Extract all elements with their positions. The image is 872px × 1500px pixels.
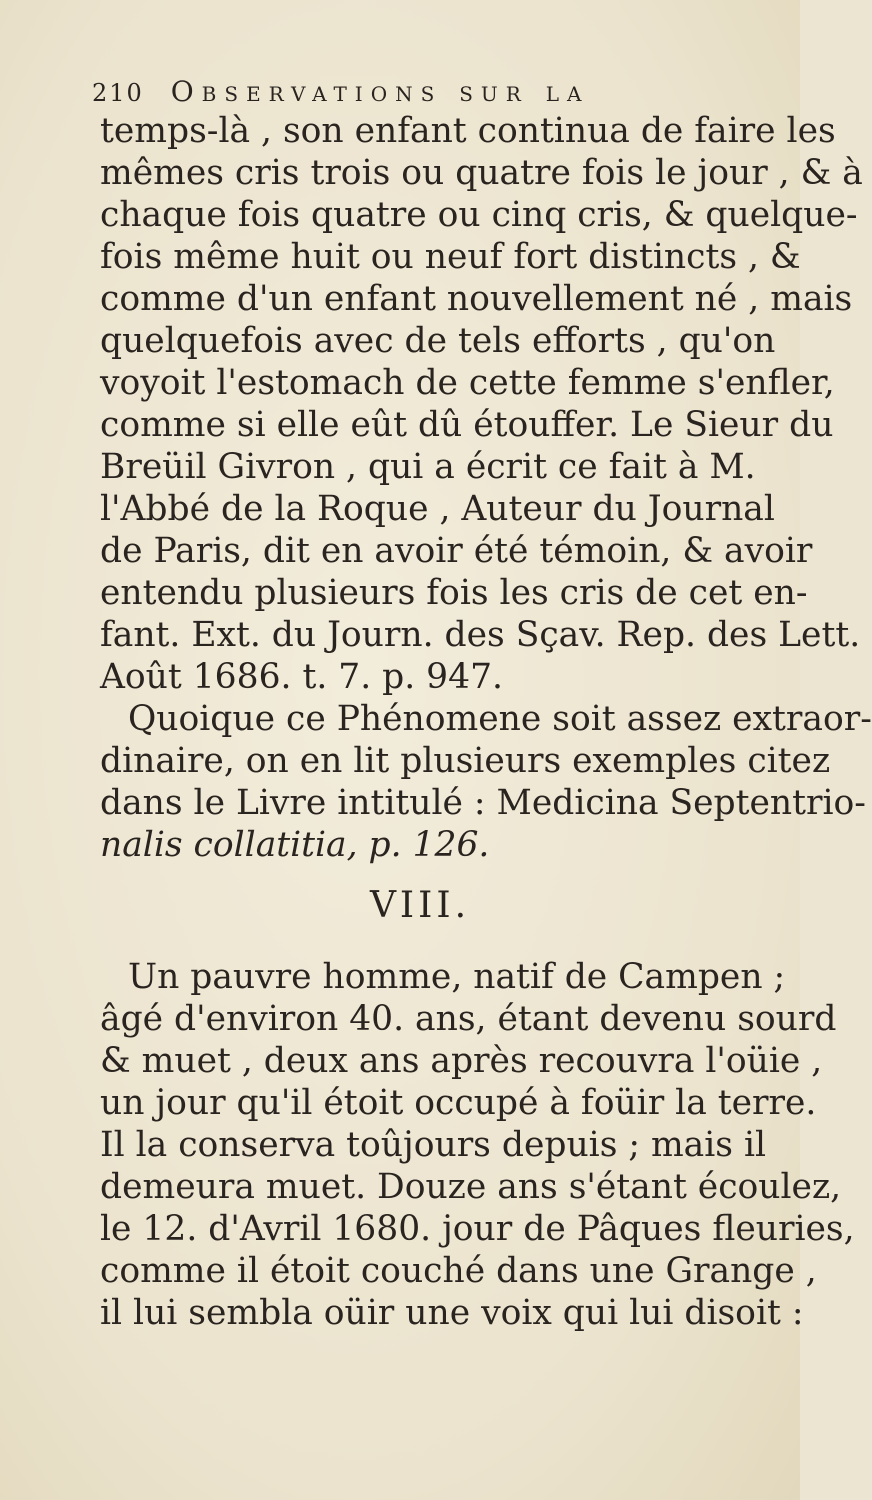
citation-line: Août 1686. t. 7. p. 947. xyxy=(100,657,503,697)
text-line: chaque fois quatre ou cinq cris, & quelque- xyxy=(100,195,858,235)
page-body xyxy=(100,110,872,1334)
text-line: comme si elle eût dû étouffer. Le Sieur du xyxy=(100,405,834,445)
citation-line: fant. Ext. du Journ. des Sçav. Rep. des Lett. xyxy=(100,615,861,655)
text-line: Quoique ce Phénomene soit assez extraor- xyxy=(128,699,872,739)
page-number: 210 xyxy=(92,79,144,107)
text-line: mêmes cris trois ou quatre fois le jour , & à xyxy=(100,153,863,193)
text-line: & muet , deux ans après recouvra l'oüie , xyxy=(100,1041,823,1081)
text-line: fois même huit ou neuf fort distincts , & xyxy=(100,237,801,277)
paragraph-2 xyxy=(100,698,872,866)
text-line: temps-là , son enfant continua de faire les xyxy=(100,111,836,151)
text-line: comme il étoit couché dans une Grange , xyxy=(100,1251,817,1291)
text-line: un jour qu'il étoit occupé à foüir la terre. xyxy=(100,1083,817,1123)
text-line: il lui sembla oüir une voix qui lui disoit : xyxy=(100,1293,804,1333)
paragraph-3 xyxy=(100,956,855,1334)
text-line: de Paris, dit en avoir été témoin, & avoir xyxy=(100,531,813,571)
paragraph-1 xyxy=(100,110,863,698)
section-heading: VIII. xyxy=(369,885,471,926)
text-line: âgé d'environ 40. ans, étant devenu sourd xyxy=(100,999,837,1039)
running-head: Observations sur la xyxy=(170,75,590,108)
citation-line: nalis collatitia, p. 126. xyxy=(100,825,490,865)
text-line: dans le Livre intitulé : Medicina Septentrio- xyxy=(100,783,866,823)
text-line: entendu plusieurs fois les cris de cet en- xyxy=(100,573,808,613)
text-line: demeura muet. Douze ans s'étant écoulez, xyxy=(100,1167,842,1207)
text-line: voyoit l'estomach de cette femme s'enfler, xyxy=(100,363,835,403)
text-line: l'Abbé de la Roque , Auteur du Journal xyxy=(100,489,775,529)
text-line: Un pauvre homme, natif de Campen ; xyxy=(128,957,786,997)
text-line: quelquefois avec de tels efforts , qu'on xyxy=(100,321,776,361)
text-line: dinaire, on en lit plusieurs exemples citez xyxy=(100,741,831,781)
text-line: le 12. d'Avril 1680. jour de Pâques fleuries, xyxy=(100,1209,855,1249)
text-line: Il la conserva toûjours depuis ; mais il xyxy=(100,1125,767,1165)
page-header xyxy=(92,72,732,112)
text-line: comme d'un enfant nouvellement né , mais xyxy=(100,279,853,319)
text-line: Breüil Givron , qui a écrit ce fait à M. xyxy=(100,447,756,487)
